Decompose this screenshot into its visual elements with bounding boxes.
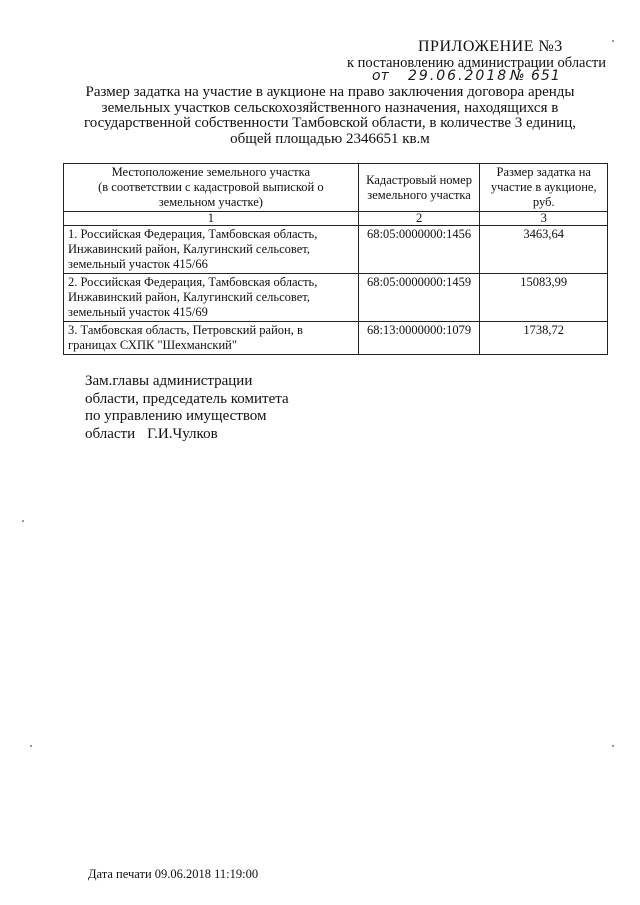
signature-prefix: области	[85, 425, 136, 442]
column-number-row	[64, 212, 608, 226]
signature-line-last	[85, 426, 289, 444]
column-header-cadastral	[358, 164, 480, 212]
cadastral-cell: 68:13:0000000:1079	[358, 322, 480, 355]
heading-line: Размер задатка на участие в аукционе на право заключения договора аренды	[85, 84, 575, 100]
location-cell	[64, 226, 359, 274]
appendix-subtitle: к постановлению администрации области	[347, 55, 607, 71]
column-header-line: (в соответствии с кадастровой выпиской о	[98, 180, 324, 194]
scan-speck	[612, 40, 614, 42]
heading-line: государственной собственности Тамбовской области, в количестве 3 единиц,	[84, 115, 576, 131]
signature-line: по управлению имуществом	[85, 408, 267, 424]
location-cell	[64, 274, 359, 322]
location-line: 1. Российская Федерация, Тамбовская область,	[68, 227, 318, 241]
signature-block	[85, 373, 289, 443]
table-row	[64, 274, 608, 322]
column-header-line: руб.	[532, 195, 555, 209]
location-line: земельный участок 415/66	[68, 257, 208, 271]
location-line: 2. Российская Федерация, Тамбовская область,	[68, 275, 318, 289]
table-header-row	[64, 164, 608, 212]
column-header-deposit	[480, 164, 608, 212]
signatory-name: Г.И.Чулков	[147, 425, 218, 442]
deposit-cell: 1738,72	[480, 322, 608, 355]
scan-speck	[612, 745, 614, 747]
heading-line: общей площадью 2346651 кв.м	[230, 130, 430, 147]
column-number: 2	[358, 212, 480, 226]
column-header-line: участие в аукционе,	[490, 180, 597, 194]
column-number: 3	[480, 212, 608, 226]
location-line: Инжавинский район, Калугинский сельсовет,	[68, 242, 310, 256]
document-heading	[60, 85, 600, 147]
column-header-line: земельного участка	[367, 187, 471, 202]
signature-line: области, председатель комитета	[85, 390, 289, 407]
print-date: Дата печати 09.06.2018 11:19:00	[88, 867, 259, 881]
handwritten-date: 29.06.2018	[408, 68, 509, 84]
table-row	[64, 322, 608, 355]
cadastral-cell: 68:05:0000000:1456	[358, 226, 480, 274]
heading-line: земельных участков сельскохозяйственного назначения, находящихся в	[101, 99, 559, 116]
location-cell	[64, 322, 359, 355]
location-line: земельный участок 415/69	[68, 305, 208, 319]
handwritten-ot: от	[372, 68, 389, 84]
column-header-location	[64, 164, 359, 212]
deposit-table	[63, 163, 608, 355]
deposit-cell: 3463,64	[480, 226, 608, 274]
location-line: границах СХПК "Шехманский"	[68, 338, 237, 352]
scan-speck	[30, 745, 32, 747]
cadastral-cell: 68:05:0000000:1459	[358, 274, 480, 322]
signature-line: Зам.главы администрации	[85, 373, 253, 389]
location-line: Инжавинский район, Калугинский сельсовет,	[68, 290, 310, 304]
column-header-line: Кадастровый номер	[366, 172, 472, 187]
scan-speck	[22, 520, 24, 522]
column-number: 1	[64, 212, 359, 226]
column-header-line: Размер задатка на	[496, 165, 591, 179]
handwritten-number: № 651	[510, 68, 561, 84]
location-line: 3. Тамбовская область, Петровский район, в	[68, 323, 303, 337]
appendix-title: ПРИЛОЖЕНИЕ №3	[418, 38, 563, 55]
deposit-cell: 15083,99	[480, 274, 608, 322]
column-header-line: земельном участке)	[158, 195, 263, 209]
table-row	[64, 226, 608, 274]
column-header-line: Местоположение земельного участка	[111, 165, 311, 179]
